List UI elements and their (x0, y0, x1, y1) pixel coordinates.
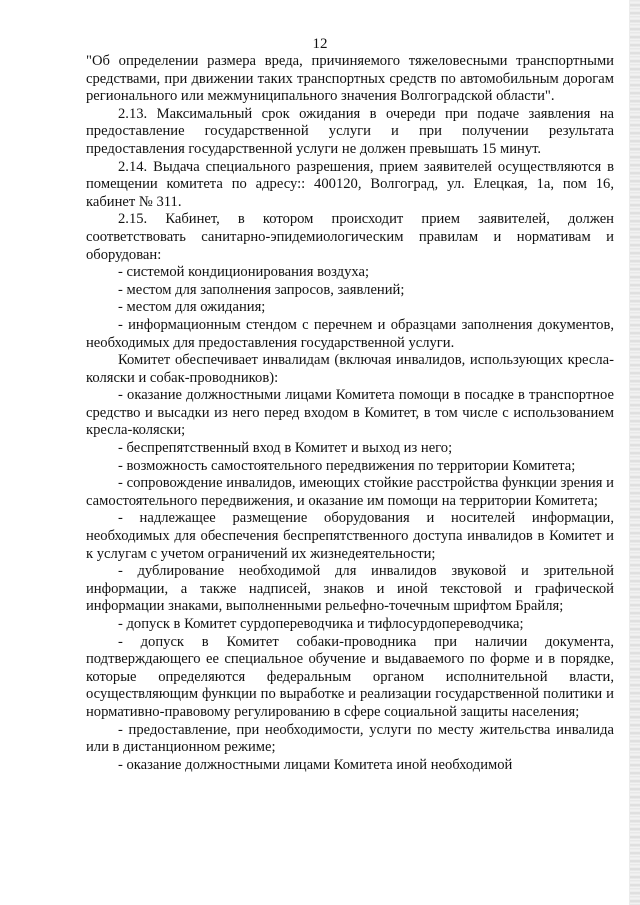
paragraph: - оказание должностными лицами Комитета помощи в посадке в транспортное средство и высадки из него перед входом в Комитет, в том числе с использованием кресла-коляски; (86, 387, 614, 439)
paragraph: - допуск в Комитет сурдопереводчика и тифлосурдопереводчика; (118, 616, 524, 632)
paragraph: - беспрепятственный вход в Комитет и выход из него; (118, 440, 453, 457)
paragraph: - надлежащее размещение оборудования и носителей информации, необходимых для обеспечения беспрепятственного доступа инвалидов в Комитет и к услугам с учетом ограничений их жизнедеятельности; (86, 510, 614, 562)
paragraph: 2.15. Кабинет, в котором происходит прием заявителей, должен соответствовать санитарно-эпидемиологическим правилам и нормативам и оборудован: (86, 211, 614, 263)
paragraph: - допуск в Комитет собаки-проводника при наличии документа, подтверждающего ее специальное обучение и выдаваемого по форме и в порядке, которые определяются федеральным органом исполнительной власти, осуществляющим функции по выработке и реализации государственной политики и нормативно-правовому регулированию в сфере социальной защиты населения; (86, 633, 614, 720)
paragraph: - оказание должностными лицами Комитета иной необходимой (118, 756, 513, 773)
paragraph: - возможность самостоятельного передвижения по территории Комитета; (118, 457, 576, 474)
paragraph: - местом для ожидания; (118, 299, 266, 316)
paragraph: 2.14. Выдача специального разрешения, прием заявителей осуществляются в помещении комитета по адресу:: 400120, Волгоград, ул. Елецкая, 1а, пом 16, кабинет № 311. (86, 158, 614, 210)
paragraph: - местом для заполнения запросов, заявлений; (118, 281, 405, 298)
page-number: 12 (312, 36, 328, 52)
paragraph: - системой кондиционирования воздуха; (118, 264, 370, 281)
paragraph: 2.13. Максимальный срок ожидания в очереди при подаче заявления на предоставление государственной услуги и при получении результата предоставления государственной услуги не должен превышать 15 минут. (86, 105, 614, 157)
scan-edge (629, 0, 640, 905)
document-body (86, 53, 614, 774)
paragraph: Комитет обеспечивает инвалидам (включая инвалидов, использующих кресла-коляски и собак-проводников): (86, 352, 614, 386)
paragraph: "Об определении размера вреда, причиняемого тяжеловесными транспортными средствами, при движении таких транспортных средств по автомобильным дорогам регионального или межмуниципального значения Волгоградской области". (86, 53, 614, 105)
paragraph: - дублирование необходимой для инвалидов звуковой и зрительной информации, а также надписей, знаков и иной текстовой и графической информации знаками, выполненными рельефно-точечным шрифтом Брайля; (86, 563, 614, 615)
paragraph: - предоставление, при необходимости, услуги по месту жительства инвалида или в дистанционном режиме; (86, 721, 614, 756)
paragraph: - информационным стендом с перечнем и образцами заполнения документов, необходимых для предоставления государственной услуги. (86, 316, 614, 351)
paragraph: - сопровождение инвалидов, имеющих стойкие расстройства функции зрения и самостоятельного передвижения, и оказание им помощи на территории Комитета; (86, 475, 614, 509)
